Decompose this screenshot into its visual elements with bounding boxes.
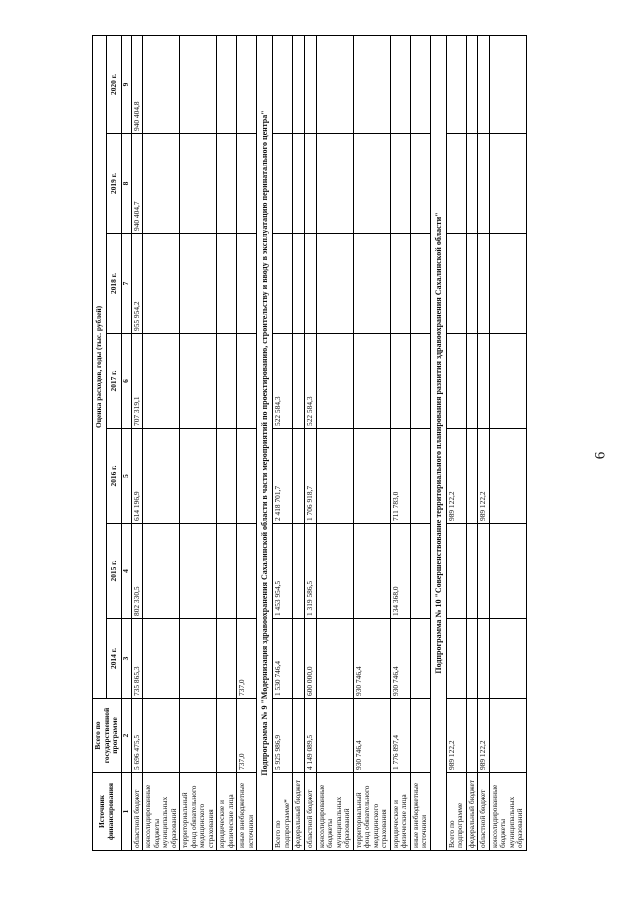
- year-value-cell: [478, 619, 490, 699]
- source-cell: консолидированные бюджеты муниципальных образований: [316, 773, 353, 851]
- total-cell: 737,0: [237, 699, 257, 773]
- column-index: 1: [121, 773, 131, 851]
- year-value-cell: [143, 35, 180, 133]
- year-value-cell: 1 706 918,7: [304, 429, 316, 524]
- year-value-cell: [489, 134, 526, 234]
- year-value-cell: [217, 234, 237, 334]
- table-row: [131, 35, 143, 850]
- table-row: [410, 35, 430, 850]
- year-value-cell: [316, 429, 353, 524]
- year-value-cell: [353, 35, 390, 133]
- source-cell: юридические и физические лица: [217, 773, 237, 851]
- year-value-cell: [304, 234, 316, 334]
- year-value-cell: [273, 35, 293, 133]
- year-value-cell: [446, 619, 466, 699]
- total-cell: [489, 699, 526, 773]
- subprogram9-banner: [257, 35, 273, 850]
- year-value-cell: [353, 234, 390, 334]
- year-value-cell: [489, 524, 526, 619]
- year-value-cell: [489, 35, 526, 133]
- header-year: 2014 г.: [107, 619, 121, 699]
- page-number: 6: [591, 451, 608, 460]
- source-cell: областной бюджет: [131, 773, 143, 851]
- table-row: [390, 35, 410, 850]
- section-top: [131, 35, 257, 850]
- year-value-cell: 737,0: [237, 619, 257, 699]
- year-value-cell: [466, 619, 478, 699]
- column-index: 8: [121, 134, 131, 234]
- header-row-index: [121, 35, 131, 850]
- year-value-cell: [316, 619, 353, 699]
- year-value-cell: [180, 334, 217, 429]
- source-cell: Всего по подпрограмме*: [273, 773, 293, 851]
- year-value-cell: [180, 429, 217, 524]
- subprogram9-title: Подпрограмма № 9 "Модернизация здравоохранения Сахалинской области в части мероприятий по проектированию, строительству и вводу в эксплуатацию перинатального центра": [257, 35, 273, 850]
- year-value-cell: [273, 134, 293, 234]
- source-cell: юридические и физические лица: [390, 773, 410, 851]
- year-value-cell: 989 122,2: [478, 429, 490, 524]
- year-value-cell: 802 330,5: [131, 524, 143, 619]
- total-cell: 4 149 089,5: [304, 699, 316, 773]
- year-value-cell: 940 404,8: [131, 35, 143, 133]
- year-value-cell: [410, 334, 430, 429]
- year-value-cell: [316, 134, 353, 234]
- year-value-cell: [180, 619, 217, 699]
- header-year: 2019 г.: [107, 134, 121, 234]
- year-value-cell: [466, 134, 478, 234]
- year-value-cell: [353, 134, 390, 234]
- budget-table: [92, 35, 527, 851]
- header-year: 2018 г.: [107, 234, 121, 334]
- year-value-cell: [353, 524, 390, 619]
- total-cell: 989 122,2: [446, 699, 466, 773]
- year-value-cell: [237, 234, 257, 334]
- year-value-cell: 989 122,2: [446, 429, 466, 524]
- year-value-cell: [390, 35, 410, 133]
- source-cell: консолидированные бюджеты муниципальных образований: [143, 773, 180, 851]
- total-cell: [316, 699, 353, 773]
- year-value-cell: 614 196,9: [131, 429, 143, 524]
- total-cell: 1 776 897,4: [390, 699, 410, 773]
- source-cell: Всего по подпрограмме: [446, 773, 466, 851]
- table-row: [446, 35, 466, 850]
- year-value-cell: [390, 334, 410, 429]
- year-value-cell: [217, 35, 237, 133]
- header-estimate: Оценка расходов, годы (тыс. рублей): [93, 35, 107, 698]
- total-cell: [143, 699, 180, 773]
- column-index: 9: [121, 35, 131, 133]
- year-value-cell: [217, 134, 237, 234]
- source-cell: иные внебюджетные источники: [410, 773, 430, 851]
- year-value-cell: [304, 134, 316, 234]
- section-subprogram9: [273, 35, 430, 850]
- rotated-page: [92, 36, 582, 851]
- table-row: [237, 35, 257, 850]
- total-cell: [410, 699, 430, 773]
- year-value-cell: 1 319 586,5: [304, 524, 316, 619]
- year-value-cell: [489, 334, 526, 429]
- source-cell: федеральный бюджет: [466, 773, 478, 851]
- year-value-cell: [466, 524, 478, 619]
- year-value-cell: [293, 134, 305, 234]
- year-value-cell: [293, 619, 305, 699]
- header-row-1: [93, 35, 107, 850]
- year-value-cell: [390, 134, 410, 234]
- year-value-cell: [410, 35, 430, 133]
- table-row: [353, 35, 390, 850]
- year-value-cell: [293, 429, 305, 524]
- table-row: [489, 35, 526, 850]
- year-value-cell: [466, 429, 478, 524]
- subprogram10-title: Подпрограмма № 10 "Совершенствование территориального планирования развития здравоохранения Сахалинской области": [430, 35, 446, 850]
- year-value-cell: [489, 429, 526, 524]
- year-value-cell: [410, 429, 430, 524]
- year-value-cell: [446, 134, 466, 234]
- header-source: Источник финансирования: [93, 773, 122, 851]
- year-value-cell: [143, 524, 180, 619]
- year-value-cell: 711 783,0: [390, 429, 410, 524]
- table-row: [478, 35, 490, 850]
- year-value-cell: 930 746,4: [390, 619, 410, 699]
- table-row: [217, 35, 237, 850]
- year-value-cell: 1 530 746,4: [273, 619, 293, 699]
- year-value-cell: [293, 334, 305, 429]
- subprogram9-banner-body: [257, 35, 273, 850]
- year-value-cell: [143, 619, 180, 699]
- subprogram10-banner-body: [430, 35, 446, 850]
- year-value-cell: [446, 234, 466, 334]
- year-value-cell: 2 418 701,7: [273, 429, 293, 524]
- year-value-cell: [217, 619, 237, 699]
- section-subprogram10: [446, 35, 526, 850]
- table-row: [466, 35, 478, 850]
- year-value-cell: [353, 429, 390, 524]
- table-row: [316, 35, 353, 850]
- year-value-cell: 1 453 954,5: [273, 524, 293, 619]
- column-index: 2: [121, 699, 131, 773]
- year-value-cell: [143, 134, 180, 234]
- year-value-cell: [316, 334, 353, 429]
- header-year: 2020 г.: [107, 35, 121, 133]
- year-value-cell: [489, 234, 526, 334]
- subprogram10-banner: [430, 35, 446, 850]
- column-index: 4: [121, 524, 131, 619]
- total-cell: 5 696 475,5: [131, 699, 143, 773]
- total-cell: 989 122,2: [478, 699, 490, 773]
- year-value-cell: [478, 334, 490, 429]
- year-value-cell: [316, 524, 353, 619]
- source-cell: территориальный фонд обязательного медицинского страхования: [180, 773, 217, 851]
- column-index: 6: [121, 334, 131, 429]
- year-value-cell: [143, 234, 180, 334]
- source-cell: областной бюджет: [478, 773, 490, 851]
- source-cell: иные внебюджетные источники: [237, 773, 257, 851]
- year-value-cell: [446, 334, 466, 429]
- year-value-cell: [478, 134, 490, 234]
- year-value-cell: [466, 35, 478, 133]
- table-row: [180, 35, 217, 850]
- year-value-cell: 522 584,3: [304, 334, 316, 429]
- source-cell: территориальный фонд обязательного медицинского страхования: [353, 773, 390, 851]
- table-row: [273, 35, 293, 850]
- year-value-cell: [180, 134, 217, 234]
- year-value-cell: [410, 234, 430, 334]
- year-value-cell: [217, 429, 237, 524]
- total-cell: [180, 699, 217, 773]
- year-value-cell: [466, 234, 478, 334]
- total-cell: 930 746,4: [353, 699, 390, 773]
- year-value-cell: [293, 234, 305, 334]
- table-row: [304, 35, 316, 850]
- header-year: 2016 г.: [107, 429, 121, 524]
- year-value-cell: 940 404,7: [131, 134, 143, 234]
- header-year: 2015 г.: [107, 524, 121, 619]
- table-row: [143, 35, 180, 850]
- year-value-cell: [237, 134, 257, 234]
- year-value-cell: [478, 234, 490, 334]
- source-cell: федеральный бюджет: [293, 773, 305, 851]
- year-value-cell: [237, 524, 257, 619]
- year-value-cell: [316, 234, 353, 334]
- column-index: 3: [121, 619, 131, 699]
- year-value-cell: [410, 134, 430, 234]
- year-value-cell: 955 954,2: [131, 234, 143, 334]
- year-value-cell: 134 368,0: [390, 524, 410, 619]
- year-value-cell: [410, 619, 430, 699]
- source-cell: областной бюджет: [304, 773, 316, 851]
- year-value-cell: [489, 619, 526, 699]
- year-value-cell: 600 000,0: [304, 619, 316, 699]
- year-value-cell: [143, 429, 180, 524]
- header-total: Всего по государственной программе: [93, 699, 122, 773]
- year-value-cell: [390, 234, 410, 334]
- year-value-cell: [293, 35, 305, 133]
- year-value-cell: [237, 35, 257, 133]
- table-row: [293, 35, 305, 850]
- year-value-cell: [237, 334, 257, 429]
- year-value-cell: [237, 429, 257, 524]
- year-value-cell: [180, 35, 217, 133]
- year-value-cell: [410, 524, 430, 619]
- column-index: 5: [121, 429, 131, 524]
- source-cell: консолидированные бюджеты муниципальных образований: [489, 773, 526, 851]
- year-value-cell: 707 319,1: [131, 334, 143, 429]
- year-value-cell: [316, 35, 353, 133]
- year-value-cell: [304, 35, 316, 133]
- total-cell: [466, 699, 478, 773]
- total-cell: 5 925 986,9: [273, 699, 293, 773]
- header-year: 2017 г.: [107, 334, 121, 429]
- budget-table-wrapper: [92, 36, 582, 851]
- year-value-cell: [353, 334, 390, 429]
- year-value-cell: 930 746,4: [353, 619, 390, 699]
- year-value-cell: [273, 234, 293, 334]
- year-value-cell: [180, 234, 217, 334]
- column-index: 7: [121, 234, 131, 334]
- total-cell: [293, 699, 305, 773]
- total-cell: [217, 699, 237, 773]
- year-value-cell: 522 584,3: [273, 334, 293, 429]
- year-value-cell: [466, 334, 478, 429]
- year-value-cell: [180, 524, 217, 619]
- year-value-cell: [446, 35, 466, 133]
- year-value-cell: [446, 524, 466, 619]
- year-value-cell: [143, 334, 180, 429]
- year-value-cell: 735 865,3: [131, 619, 143, 699]
- year-value-cell: [217, 524, 237, 619]
- year-value-cell: [217, 334, 237, 429]
- year-value-cell: [293, 524, 305, 619]
- year-value-cell: [478, 524, 490, 619]
- year-value-cell: [478, 35, 490, 133]
